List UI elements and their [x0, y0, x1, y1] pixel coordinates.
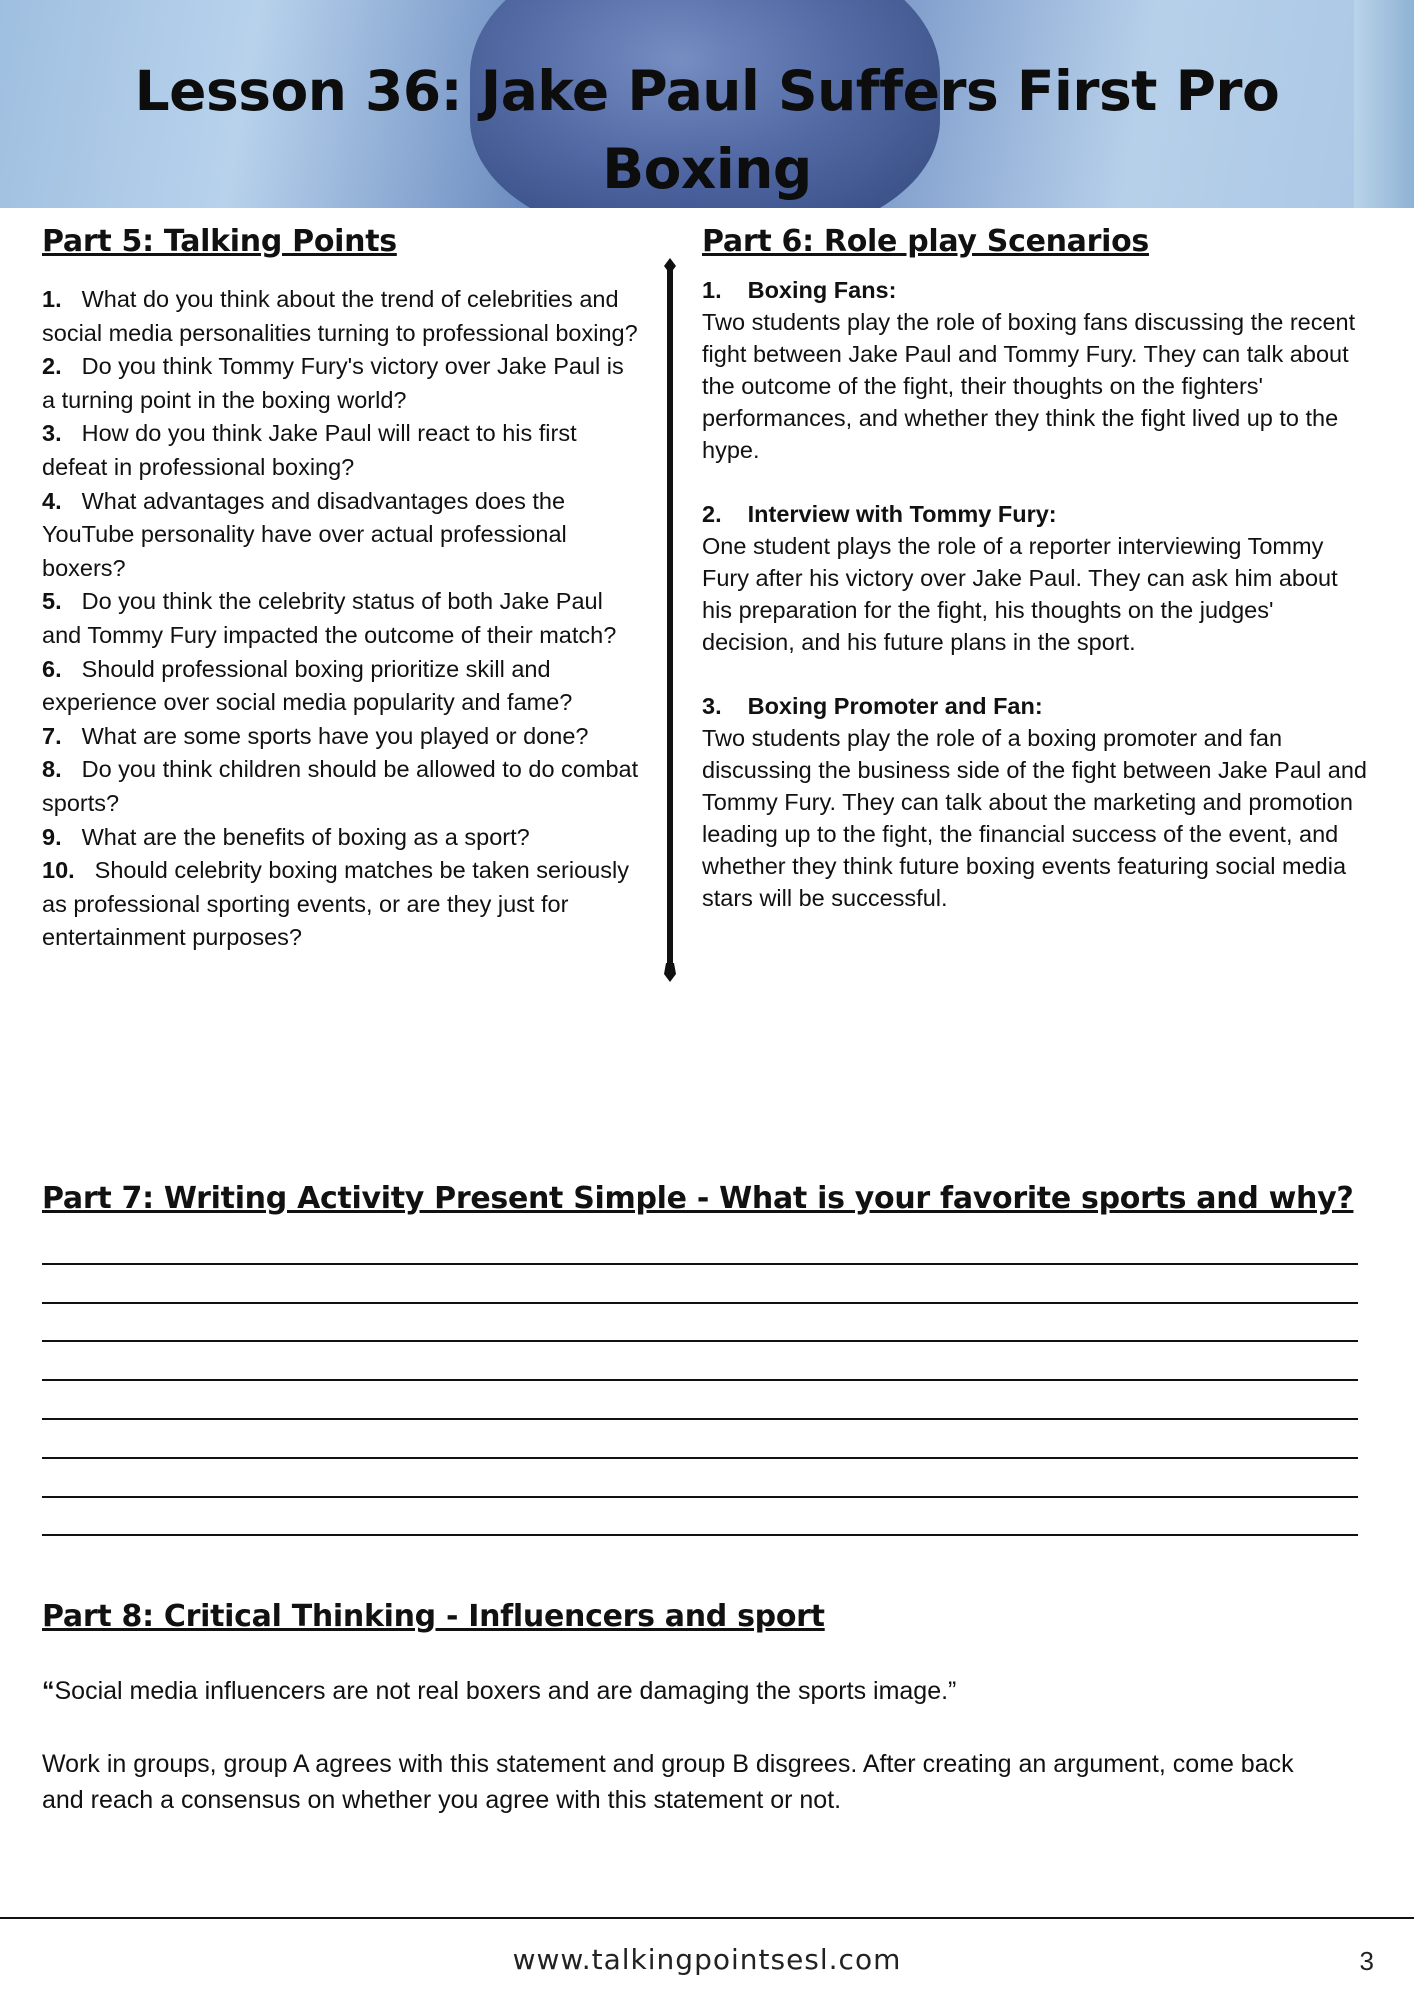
- scenario-description: Two students play the role of a boxing promoter and fan discussing the business side of the fight between Jake Paul and Tommy Fury. They can talk about the marketing and promotion leading up to the fight, the financial success of the event, and whether they think future boxing events featuring social media stars will be successful.: [702, 725, 1367, 911]
- footer-website: www.talkingpointsesl.com: [512, 1943, 902, 1976]
- critical-thinking-statement: [42, 1673, 1372, 1709]
- talking-point-text: What are some sports have you played or done?: [81, 722, 589, 749]
- writing-line[interactable]: [42, 1381, 1358, 1420]
- part6-title: Part 6: Role play Scenarios: [702, 224, 1149, 259]
- talking-point-item: [42, 585, 642, 652]
- lesson-title: [60, 52, 1354, 208]
- talking-point-item: [42, 417, 642, 484]
- talking-point-item: [42, 485, 642, 586]
- ring-post-background: [1354, 0, 1414, 208]
- talking-point-text: Do you think Tommy Fury's victory over Jake Paul is a turning point in the boxing world?: [42, 353, 624, 413]
- scenario-description: One student plays the role of a reporter interviewing Tommy Fury after his victory over Jake Paul. They can ask him about his preparation for the fight, his thoughts on the judges' decision, and his future plans in the sport.: [702, 533, 1338, 655]
- statement-text: Social media influencers are not real boxers and are damaging the sports image.”: [54, 1677, 957, 1705]
- writing-line[interactable]: [42, 1459, 1358, 1498]
- talking-point-text: Should professional boxing prioritize skill and experience over social media popularity and fame?: [42, 655, 573, 716]
- talking-point-number: 4.: [42, 487, 62, 514]
- scenario-number: 2.: [702, 501, 722, 527]
- page-number: 3: [1359, 1946, 1374, 1976]
- talking-point-number: 5.: [42, 588, 62, 615]
- part7-title: Part 7: Writing Activity Present Simple - What is your favorite sports and why?: [42, 1181, 1354, 1216]
- scenario-item: [702, 498, 1372, 658]
- role-play-scenarios: [702, 274, 1372, 946]
- talking-point-number: 3.: [42, 420, 62, 447]
- talking-point-text: Should celebrity boxing matches be taken seriously as professional sporting events, or are they just for entertainment purposes?: [42, 857, 629, 951]
- talking-point-item: [42, 821, 642, 855]
- scenario-heading: [702, 690, 1372, 722]
- talking-point-number: 1.: [42, 286, 62, 312]
- talking-point-item: [42, 720, 642, 754]
- talking-point-number: 7.: [42, 722, 62, 749]
- footer-divider: [0, 1917, 1414, 1919]
- talking-point-text: What do you think about the trend of celebrities and social media personalities turning to professional boxing?: [42, 286, 638, 346]
- writing-line[interactable]: [42, 1420, 1358, 1459]
- open-quote-mark: “: [42, 1677, 55, 1705]
- header-banner: [0, 0, 1414, 208]
- scenario-description: Two students play the role of boxing fans discussing the recent fight between Jake Paul and Tommy Fury. They can talk about the outcome of the fight, their thoughts on the fighters' performances, and whether they think the fight lived up to the hype.: [702, 309, 1356, 463]
- talking-point-number: 6.: [42, 655, 62, 682]
- talking-point-text: Do you think children should be allowed to do combat sports?: [42, 756, 639, 816]
- talking-point-item: [42, 350, 642, 417]
- scenario-heading: [702, 274, 1372, 306]
- writing-line[interactable]: [42, 1226, 1358, 1265]
- talking-point-number: 9.: [42, 823, 62, 850]
- scenario-number: 3.: [702, 693, 722, 719]
- writing-line[interactable]: [42, 1265, 1358, 1304]
- writing-line[interactable]: [42, 1498, 1358, 1537]
- scenario-heading: [702, 498, 1372, 530]
- scenario-item: [702, 690, 1372, 914]
- talking-point-text: How do you think Jake Paul will react to his first defeat in professional boxing?: [42, 420, 577, 480]
- critical-thinking-instruction: Work in groups, group A agrees with this statement and group B disgrees. After creating an argument, come back and reach a consensus on whether you agree with this statement or not.: [42, 1750, 1294, 1814]
- talking-point-text: What advantages and disadvantages does the YouTube personality have over actual professional boxers?: [42, 487, 567, 581]
- writing-line[interactable]: [42, 1342, 1358, 1381]
- part8-title: Part 8: Critical Thinking - Influencers and sport: [42, 1599, 825, 1634]
- writing-lines: [42, 1226, 1358, 1536]
- writing-line[interactable]: [42, 1304, 1358, 1343]
- talking-point-item: [42, 283, 642, 350]
- column-divider: [663, 258, 677, 982]
- talking-point-number: 8.: [42, 756, 62, 783]
- scenario-title: Boxing Promoter and Fan:: [747, 693, 1043, 719]
- talking-point-item: [42, 653, 642, 720]
- scenario-title: Boxing Fans:: [747, 277, 897, 303]
- talking-point-text: Do you think the celebrity status of both Jake Paul and Tommy Fury impacted the outcome of their match?: [42, 588, 617, 648]
- talking-point-number: 2.: [42, 353, 62, 380]
- talking-point-text: What are the benefits of boxing as a sport?: [81, 823, 530, 850]
- lesson-title-line-1: Lesson 36: Jake Paul Suffers First Pro Boxing: [134, 59, 1280, 201]
- talking-point-number: 10.: [42, 857, 75, 884]
- scenario-item: [702, 274, 1372, 466]
- scenario-title: Interview with Tommy Fury:: [747, 501, 1057, 527]
- talking-point-item: [42, 854, 642, 955]
- talking-point-item: [42, 753, 642, 820]
- part5-title: Part 5: Talking Points: [42, 224, 397, 259]
- scenario-number: 1.: [702, 277, 722, 303]
- talking-points-list: [42, 283, 642, 955]
